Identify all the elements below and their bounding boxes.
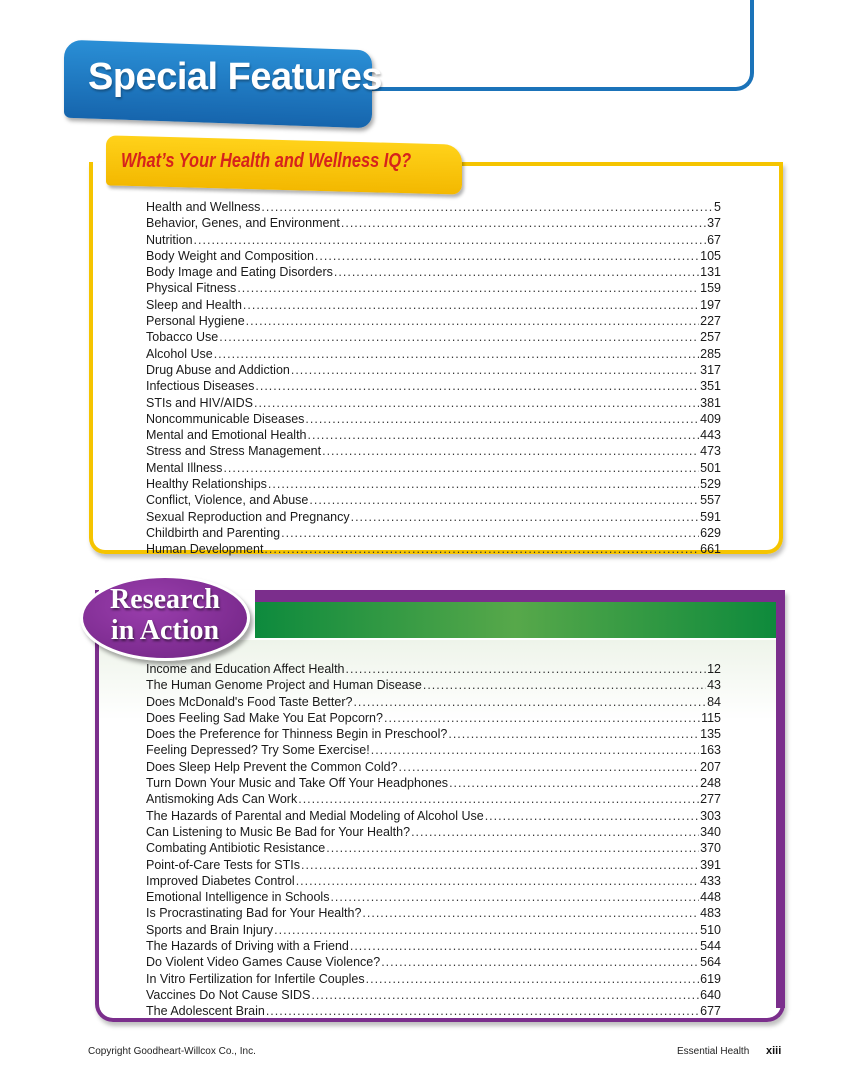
toc-entry-page: 501 <box>700 460 721 475</box>
toc-entry-title: Behavior, Genes, and Environment <box>146 216 340 231</box>
toc-entry <box>146 759 721 775</box>
toc-entry-title: Infectious Diseases <box>146 379 255 394</box>
toc-entry-page: 317 <box>700 362 721 377</box>
toc-entry <box>146 905 721 921</box>
toc-leader-dots <box>411 824 699 840</box>
toc-entry-title: Tobacco Use <box>146 330 219 345</box>
toc-entry-title: Combating Antibiotic Resistance <box>146 841 326 856</box>
toc-leader-dots <box>308 427 700 443</box>
toc-entry-title: Is Procrastinating Bad for Your Health? <box>146 906 362 921</box>
toc-entry-page: 227 <box>700 314 721 329</box>
toc-leader-dots <box>353 694 706 710</box>
toc-entry <box>146 476 721 492</box>
toc-entry <box>146 938 721 954</box>
toc-entry-title: Body Image and Eating Disorders <box>146 265 333 280</box>
toc-entry-title: Does Feeling Sad Make You Eat Popcorn? <box>146 710 383 725</box>
toc-leader-dots <box>311 987 699 1003</box>
toc-entry-page: 303 <box>700 808 721 823</box>
footer-book-title: Essential Health <box>677 1046 750 1057</box>
toc-entry-page: 12 <box>707 662 721 676</box>
toc-entry-page: 443 <box>700 428 721 443</box>
toc-leader-dots <box>423 677 706 693</box>
toc-entry-page: 257 <box>700 330 721 345</box>
toc-leader-dots <box>341 215 706 231</box>
toc-entry <box>146 808 721 824</box>
toc-leader-dots <box>351 509 700 525</box>
toc-entry <box>146 215 721 231</box>
toc-entry-page: 591 <box>700 509 721 524</box>
toc-entry-title: Sleep and Health <box>146 297 242 312</box>
toc-entry-page: 351 <box>700 379 721 394</box>
research-purple-bar <box>255 590 785 602</box>
toc-entry <box>146 726 721 742</box>
toc-entry-title: Sexual Reproduction and Pregnancy <box>146 509 350 524</box>
toc-leader-dots <box>448 726 699 742</box>
toc-leader-dots <box>449 775 699 791</box>
toc-entry-title: Physical Fitness <box>146 281 237 296</box>
toc-entry <box>146 362 721 378</box>
toc-entry-page: 285 <box>700 346 721 361</box>
toc-entry-page: 159 <box>700 281 721 296</box>
toc-entry <box>146 775 721 791</box>
footer-copyright: Copyright Goodheart-Willcox Co., Inc. <box>88 1046 256 1057</box>
toc-entry-page: 5 <box>714 200 721 214</box>
toc-entry-page: 115 <box>701 710 721 725</box>
toc-entry-page: 43 <box>707 678 721 693</box>
toc-entry-page: 544 <box>700 939 721 954</box>
toc-entry-page: 67 <box>707 232 721 247</box>
toc-entry-page: 248 <box>700 776 721 791</box>
toc-entry-page: 448 <box>700 890 721 905</box>
toc-leader-dots <box>366 971 700 987</box>
toc-entry-title: Emotional Intelligence in Schools <box>146 890 330 905</box>
toc-entry-title: Human Development <box>146 542 264 557</box>
toc-entry-page: 370 <box>700 841 721 856</box>
toc-entry-page: 409 <box>700 411 721 426</box>
toc-leader-dots <box>301 857 699 873</box>
toc-entry <box>146 427 721 443</box>
toc-leader-dots <box>334 264 699 280</box>
toc-leader-dots <box>330 889 699 905</box>
research-green-bar <box>255 602 776 638</box>
toc-entry-title: The Hazards of Parental and Medial Modeling of Alcohol Use <box>146 808 484 823</box>
toc-entry-title: Healthy Relationships <box>146 477 267 492</box>
toc-entry-title: The Human Genome Project and Human Disease <box>146 678 422 693</box>
toc-entry <box>146 1003 721 1019</box>
toc-entry-page: 564 <box>700 955 721 970</box>
toc-entry-title: Do Violent Video Games Cause Violence? <box>146 955 381 970</box>
toc-entry-page: 483 <box>700 906 721 921</box>
toc-leader-dots <box>281 525 699 541</box>
toc-entry <box>146 791 721 807</box>
toc-entry <box>146 329 721 345</box>
toc-entry <box>146 395 721 411</box>
research-section-title <box>90 584 240 646</box>
iq-box-top-border <box>452 162 783 166</box>
toc-entry-page: 207 <box>700 759 721 774</box>
toc-entry <box>146 987 721 1003</box>
toc-entry <box>146 889 721 905</box>
toc-leader-dots <box>399 759 700 775</box>
toc-entry-page: 391 <box>700 857 721 872</box>
toc-leader-dots <box>350 938 699 954</box>
toc-entry <box>146 694 721 710</box>
toc-leader-dots <box>219 329 699 345</box>
toc-leader-dots <box>255 378 699 394</box>
toc-entry-title: Can Listening to Music Be Bad for Your Health? <box>146 824 411 839</box>
toc-entry-title: Antismoking Ads Can Work <box>146 792 298 807</box>
toc-entry-title: Does the Preference for Thinness Begin in Preschool? <box>146 727 448 742</box>
toc-entry-title: Stress and Stress Management <box>146 444 322 459</box>
toc-entry-title: Nutrition <box>146 232 193 247</box>
toc-entry-title: Mental Illness <box>146 460 223 475</box>
toc-entry-title: Does Sleep Help Prevent the Common Cold? <box>146 759 398 774</box>
toc-leader-dots <box>326 840 699 856</box>
toc-entry-title: Personal Hygiene <box>146 314 245 329</box>
toc-entry <box>146 346 721 362</box>
toc-entry-page: 619 <box>700 971 721 986</box>
toc-entry <box>146 443 721 459</box>
toc-entry-title: Drug Abuse and Addiction <box>146 362 290 377</box>
toc-leader-dots <box>254 395 699 411</box>
toc-entry-page: 433 <box>700 873 721 888</box>
toc-entry-title: Income and Education Affect Health <box>146 662 345 676</box>
toc-leader-dots <box>384 710 700 726</box>
toc-leader-dots <box>371 742 699 758</box>
toc-entry-title: Childbirth and Parenting <box>146 525 281 540</box>
toc-entry-title: Body Weight and Composition <box>146 248 314 263</box>
toc-entry-title: Noncommunicable Diseases <box>146 411 305 426</box>
toc-entry-title: Health and Wellness <box>146 200 261 214</box>
toc-leader-dots <box>243 297 699 313</box>
toc-entry <box>146 232 721 248</box>
toc-leader-dots <box>223 460 699 476</box>
toc-entry-page: 197 <box>700 297 721 312</box>
toc-entry <box>146 525 721 541</box>
toc-entry-page: 340 <box>700 824 721 839</box>
toc-entry-title: Conflict, Violence, and Abuse <box>146 493 309 508</box>
toc-entry-title: Mental and Emotional Health <box>146 428 307 443</box>
toc-entry <box>146 492 721 508</box>
toc-entry <box>146 954 721 970</box>
toc-entry <box>146 297 721 313</box>
toc-leader-dots <box>296 873 699 889</box>
toc-entry <box>146 824 721 840</box>
toc-leader-dots <box>298 791 699 807</box>
toc-entry <box>146 971 721 987</box>
toc-entry <box>146 411 721 427</box>
toc-entry-title: Feeling Depressed? Try Some Exercise! <box>146 743 370 758</box>
toc-entry <box>146 248 721 264</box>
toc-leader-dots <box>266 1003 699 1019</box>
toc-entry-page: 473 <box>700 444 721 459</box>
toc-entry <box>146 840 721 856</box>
toc-entry-page: 557 <box>700 493 721 508</box>
iq-toc-list <box>146 199 721 558</box>
toc-entry-title: The Adolescent Brain <box>146 1004 265 1019</box>
toc-entry <box>146 280 721 296</box>
toc-leader-dots <box>268 476 699 492</box>
toc-leader-dots <box>305 411 699 427</box>
toc-entry-page: 510 <box>700 922 721 937</box>
toc-entry <box>146 857 721 873</box>
toc-entry <box>146 264 721 280</box>
toc-entry-title: Turn Down Your Music and Take Off Your Headphones <box>146 776 449 791</box>
toc-entry <box>146 378 721 394</box>
toc-entry-title: Improved Diabetes Control <box>146 873 295 888</box>
toc-entry <box>146 677 721 693</box>
research-toc-list <box>146 661 721 1020</box>
toc-entry-page: 277 <box>700 792 721 807</box>
toc-entry-page: 661 <box>700 542 721 557</box>
toc-entry-page: 135 <box>700 727 721 742</box>
toc-entry <box>146 509 721 525</box>
toc-leader-dots <box>346 661 707 677</box>
toc-entry-title: STIs and HIV/AIDS <box>146 395 253 410</box>
research-title-line1: Research <box>110 584 220 615</box>
toc-entry <box>146 313 721 329</box>
toc-entry-title: Does McDonald's Food Taste Better? <box>146 694 353 709</box>
toc-entry-page: 381 <box>700 395 721 410</box>
toc-entry-title: Vaccines Do Not Cause SIDS <box>146 987 311 1002</box>
toc-leader-dots <box>194 232 707 248</box>
toc-leader-dots <box>274 922 699 938</box>
toc-entry-title: Point-of-Care Tests for STIs <box>146 857 300 872</box>
research-title-line2: in Action <box>110 615 220 646</box>
toc-leader-dots <box>309 492 699 508</box>
toc-entry-title: The Hazards of Driving with a Friend <box>146 939 349 954</box>
page-title: Special Features <box>88 56 383 98</box>
toc-entry-title: Sports and Brain Injury <box>146 922 274 937</box>
toc-leader-dots <box>485 808 699 824</box>
toc-leader-dots <box>214 346 699 362</box>
toc-leader-dots <box>322 443 699 459</box>
toc-entry-title: In Vitro Fertilization for Infertile Couples <box>146 971 365 986</box>
toc-leader-dots <box>264 541 699 557</box>
iq-section-title: What’s Your Health and Wellness IQ? <box>121 150 412 172</box>
toc-entry-page: 640 <box>700 987 721 1002</box>
toc-leader-dots <box>261 199 713 215</box>
footer-page-number: xiii <box>766 1045 782 1057</box>
toc-leader-dots <box>237 280 699 296</box>
toc-entry-page: 629 <box>700 525 721 540</box>
research-side-bar <box>776 590 785 1008</box>
toc-leader-dots <box>291 362 699 378</box>
toc-entry <box>146 873 721 889</box>
toc-leader-dots <box>246 313 699 329</box>
toc-entry <box>146 710 721 726</box>
toc-entry-page: 105 <box>700 248 721 263</box>
toc-entry-page: 163 <box>700 743 721 758</box>
toc-entry-page: 529 <box>700 477 721 492</box>
toc-entry-page: 131 <box>700 265 721 280</box>
toc-entry <box>146 460 721 476</box>
toc-entry <box>146 541 721 557</box>
toc-leader-dots <box>381 954 699 970</box>
toc-leader-dots <box>362 905 699 921</box>
toc-entry-page: 677 <box>700 1004 721 1019</box>
toc-entry <box>146 922 721 938</box>
toc-entry-page: 84 <box>707 694 721 709</box>
toc-entry <box>146 742 721 758</box>
toc-entry <box>146 661 721 677</box>
toc-leader-dots <box>315 248 699 264</box>
toc-entry <box>146 199 721 215</box>
toc-entry-page: 37 <box>707 216 721 231</box>
toc-entry-title: Alcohol Use <box>146 346 213 361</box>
